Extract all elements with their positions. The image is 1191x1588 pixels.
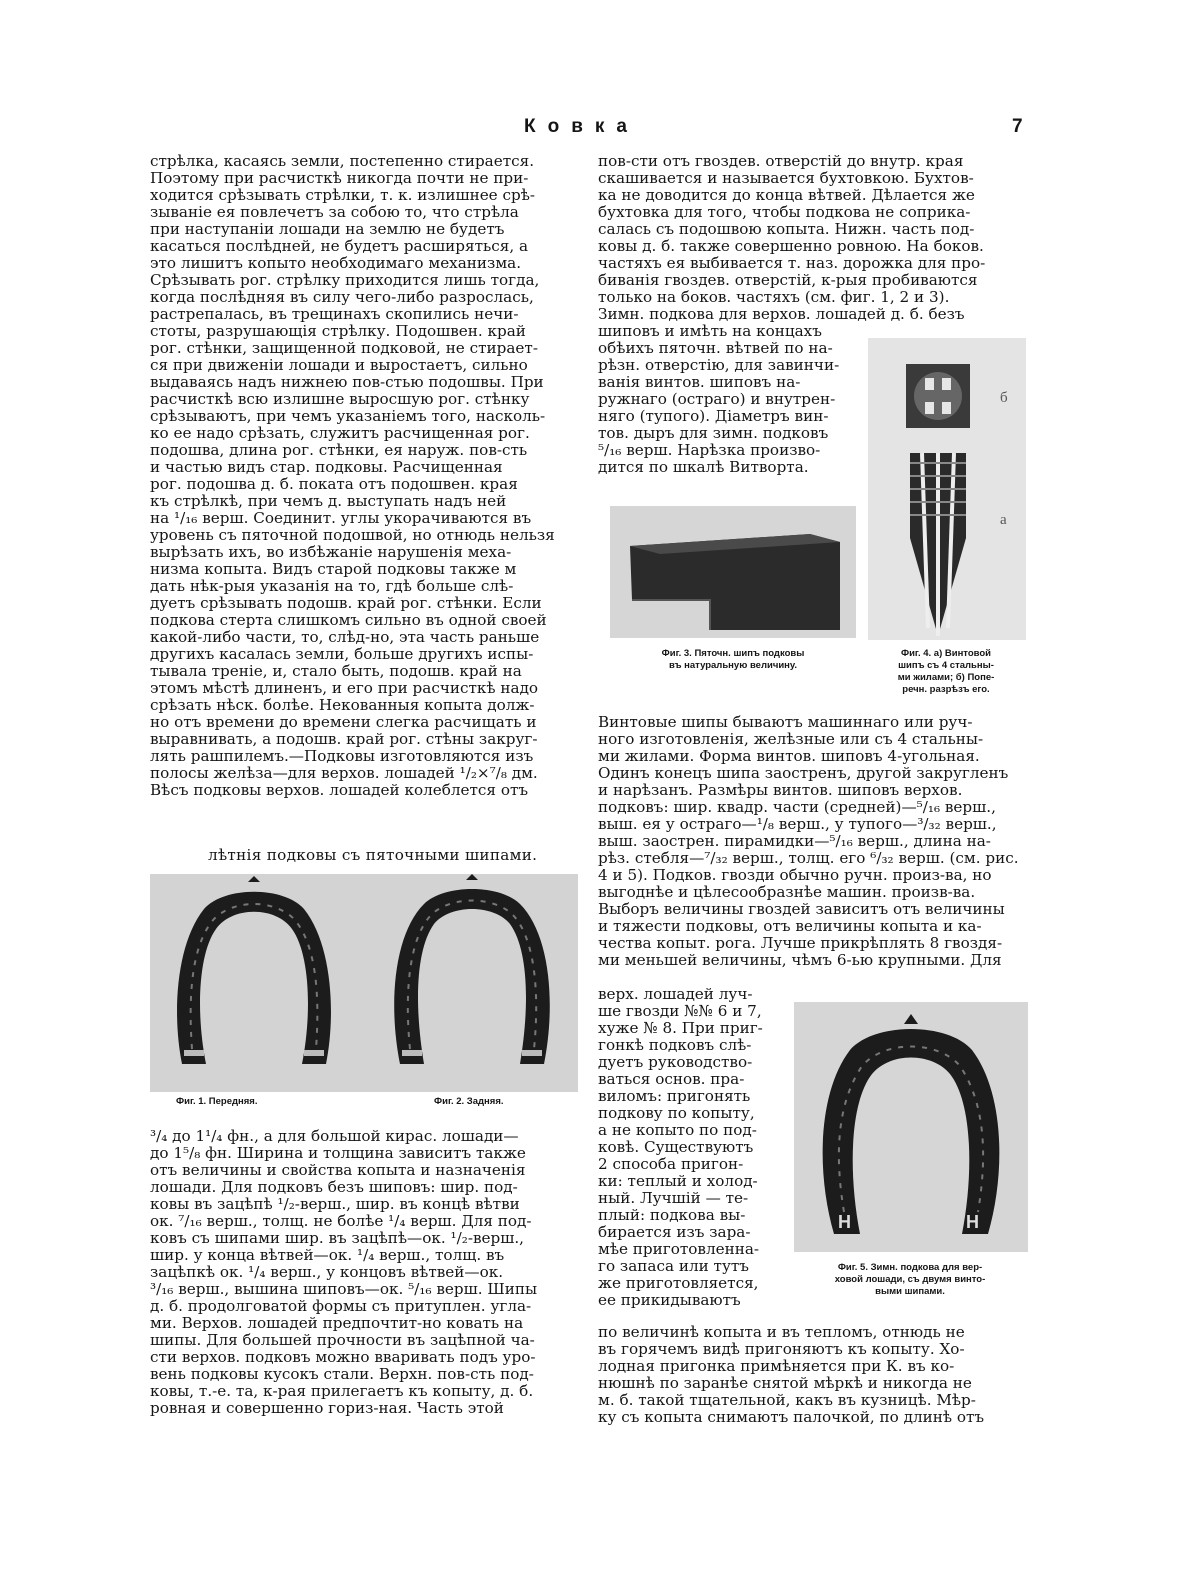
text-line: чества копыт. рога. Лучше прикрѣплять 8 гвоздя- [598,935,1003,952]
text-line: Винтовые шипы бываютъ машиннаго или руч- [598,714,973,731]
left-column-top-text [150,153,578,799]
text-line: дуетъ руководство- [598,1054,753,1071]
text-line: но отъ времени до времени слегка расчищать и [150,714,537,731]
text-line: сти верхов. подковъ можно вваривать подъ уро- [150,1349,536,1366]
front-horseshoe [177,876,331,1064]
text-line: подковъ: шир. квадр. части (средней)—⁵/₁₆ верш., [598,799,996,816]
figure-3-heel-stud [610,506,856,638]
text-line: шир. у конца вѣтвей—ок. ¹/₄ верш., толщ. въ [150,1247,505,1264]
page-number: 7 [1012,116,1023,137]
text-line: рѣзн. отверстію, для завинчи- [598,357,840,374]
text-line: ку съ копыта снимаютъ палочкой, по длинѣ отъ [598,1409,985,1426]
caption-line: въ натуральную величину. [668,660,798,671]
text-line: ваться основ. пра- [598,1071,745,1088]
text-line: выдаваясь надъ нижнею пов-стью подошвы. При [150,374,544,391]
text-line: обѣихъ пяточн. вѣтвей по на- [598,340,833,357]
text-line: растрепалась, въ трещинахъ скопились нечи- [150,306,519,323]
text-line: ванія винтов. шиповъ на- [598,374,801,391]
text-line: низма копыта. Видъ старой подковы также м [150,561,517,578]
text-line: при наступаніи лошади на землю не будетъ [150,221,505,238]
text-line: бирается изъ зара- [598,1224,751,1241]
caption-line: ховой лошади, съ двумя винто- [834,1274,986,1285]
right-screw-stud-mark: H [966,1212,979,1232]
text-line: расчисткѣ всю излишне выросшую рог. стѣнку [150,391,530,408]
text-line: къ стрѣлкѣ, при чемъ д. выступать надъ ней [150,493,507,510]
figure-5-winter-horseshoe [794,1002,1028,1252]
text-line: ³/₁₆ верш., вышина шиповъ—ок. ⁵/₁₆ верш. Шипы [150,1281,538,1298]
text-line: ка не доводится до конца вѣтвей. Дѣлается же [598,187,975,204]
text-line: няго (тупого). Діаметръ вин- [598,408,829,425]
figure-3-caption [610,648,856,672]
text-line: Выборъ величины гвоздей зависитъ отъ величины [598,901,1005,918]
text-line: же приготовляется, [598,1275,759,1292]
text-line: по величинѣ копыта и въ тепломъ, отнюдь не [598,1324,965,1341]
text-line: дать нѣк-рыя указанія на то, гдѣ больше слѣ- [150,578,514,595]
text-line: выравнивать, а подошв. край рог. стѣны закруг- [150,731,538,748]
caption-line: речн. разрѣзъ его. [902,684,990,695]
text-line: выш. заострен. пирамидки—⁵/₁₆ верш., длина на- [598,833,991,850]
text-line: пов-сти отъ гвоздев. отверстій до внутр. края [598,153,964,170]
text-line: бухтовка для того, чтобы подкова не соприка- [598,204,971,221]
text-line: уровень съ пяточной подошвой, но отнюдь нельзя [150,527,555,544]
text-line: мѣе приготовленна- [598,1241,760,1258]
text-line: рог. стѣнки, защищенной подковой, не стирает- [150,340,538,357]
text-line: биванія гвоздев. отверстій, к-рыя пробиваются [598,272,978,289]
text-line: тывала треніе, и, стало быть, подошв. край на [150,663,522,680]
caption-line: Фиг. 4. а) Винтовой [900,648,991,659]
text-line: другихъ касалась земли, больше другихъ испы- [150,646,534,663]
right-column-narrow-text [598,323,856,476]
text-line: ружнаго (остраго) и внутрен- [598,391,836,408]
figure-4-caption [862,648,1030,696]
text-line: ко ее надо срѣзать, служитъ расчищенная рог. [150,425,530,442]
text-line: шиповъ и имѣть на концахъ [598,323,822,340]
text-line: срѣзываютъ, при чемъ указаніемъ того, насколь- [150,408,546,425]
text-line: ный. Лучшій — те- [598,1190,749,1207]
figure-group-heading: лѣтнія подковы съ пяточными шипами. [208,846,538,864]
text-line: когда послѣдняя въ силу чего-либо разрослась, [150,289,534,306]
text-line: лодная пригонка примѣняется при К. въ ко- [598,1358,955,1375]
caption-line: Фиг. 3. Пяточн. шипъ подковы [661,648,805,659]
figure-5-caption [790,1262,1030,1298]
figure-2-caption: Фиг. 2. Задняя. [434,1096,504,1107]
text-line: ся при движеніи лошади и выростаетъ, сильно [150,357,528,374]
text-line: рог. подошва д. б. поката отъ подошвен. края [150,476,518,493]
text-line: до 1⁵/₈ фн. Ширина и толщина зависитъ также [150,1145,526,1162]
text-line: Зимн. подкова для верхов. лошадей д. б. безъ [598,306,965,323]
text-line: ³/₄ до 1¹/₄ фн., а для большой кирас. лошади— [150,1128,519,1145]
figure-4-screw-stud [868,338,1026,640]
stud-cross-section [906,364,970,428]
right-column-bottom-text [598,1324,1026,1426]
text-line: ковѣ. Существуютъ [598,1139,754,1156]
text-line: 4 и 5). Подков. гвозди обычно ручн. произ-ва, но [598,867,992,884]
text-line: ми. Верхов. лошадей предпочтит-но ковать на [150,1315,524,1332]
text-line: стрѣлка, касаясь земли, постепенно стирается. [150,153,535,170]
figure-1-caption: Фиг. 1. Передняя. [176,1096,258,1107]
text-line: подкову по копыту, [598,1105,755,1122]
text-line: скашивается и называется бухтовкою. Бухтов- [598,170,974,187]
text-line: м. б. такой тщательной, какъ въ кузницѣ. Мѣр- [598,1392,976,1409]
text-line: плый: подкова вы- [598,1207,746,1224]
text-line: подошва, длина рог. стѣнки, ея наруж. пов-сть [150,442,528,459]
text-line: и тяжести подковы, отъ величины копыта и ка- [598,918,982,935]
text-line: Одинъ конецъ шипа заостренъ, другой закругленъ [598,765,1009,782]
text-line: тов. дыръ для зимн. подковъ [598,425,829,442]
text-line: лять рашпилемъ.—Подковы изготовляются изъ [150,748,534,765]
text-line: Срѣзывать рог. стрѣлку приходится лишь тогда, [150,272,540,289]
text-line: го запаса или тутъ [598,1258,749,1275]
text-line: только на боков. частяхъ (см. фиг. 1, 2 и 3). [598,289,950,306]
text-line: вырѣзать ихъ, во избѣжаніе нарушенія меха- [150,544,512,561]
page-title: Ковка [524,116,639,137]
text-line: ее прикидываютъ [598,1292,741,1309]
text-line: 2 способа пригон- [598,1156,744,1173]
text-line: Поэтому при расчисткѣ никогда почти не при- [150,170,529,187]
text-line: и частью видъ стар. подковы. Расчищенная [150,459,503,476]
text-line: хуже № 8. При приг- [598,1020,763,1037]
text-line: Вѣсъ подковы верхов. лошадей колеблется отъ [150,782,529,799]
left-screw-stud-mark: H [838,1212,851,1232]
text-line: нюшнѣ по заранѣе снятой мѣркѣ и никогда не [598,1375,972,1392]
text-line: дится по шкалѣ Витворта. [598,459,809,476]
text-line: гонкѣ подковъ слѣ- [598,1037,752,1054]
text-line: лошади. Для подковъ безъ шиповъ: шир. под- [150,1179,518,1196]
text-line: срѣзать нѣск. болѣе. Некованныя копыта долж- [150,697,535,714]
text-line: шипы. Для большей прочности въ зацѣпной ча- [150,1332,535,1349]
text-line: ного изготовленія, желѣзные или съ 4 стальны- [598,731,984,748]
caption-line: выми шипами. [875,1286,945,1297]
caption-line: ми жилами; б) Попе- [897,672,995,683]
text-line: зываніе ея повлечетъ за собою то, что стрѣла [150,204,519,221]
text-line: на ¹/₁₆ верш. Соединит. углы укорачиваются въ [150,510,532,527]
right-column-middle-text [598,714,1026,969]
text-line: ковъ съ шипами шир. въ зацѣпѣ—ок. ¹/₂-верш., [150,1230,524,1247]
text-line: какой-либо части, то, слѣд-но, эта часть раньше [150,629,540,646]
text-line: ок. ⁷/₁₆ верш., толщ. не болѣе ¹/₄ верш. Для под- [150,1213,532,1230]
text-line: вень подковы кусокъ стали. Верхн. пов-сть под- [150,1366,534,1383]
text-line: ми меньшей величины, чѣмъ 6-ью крупными. Для [598,952,1002,969]
figure-4-label-a: а [1000,512,1007,528]
text-line: верх. лошадей луч- [598,986,753,1003]
stud-side-view [910,453,966,636]
text-line: ковы въ зацѣпѣ ¹/₂-верш., шир. въ концѣ вѣтви [150,1196,520,1213]
right-column-top-text [598,153,1026,323]
figure-1-2-horseshoes [150,874,578,1092]
text-line: ходится срѣзывать стрѣлки, т. к. излишнее срѣ- [150,187,536,204]
text-line: виломъ: пригонять [598,1088,751,1105]
text-line: ⁵/₁₆ верш. Нарѣзка произво- [598,442,821,459]
text-line: салась съ подошвою копыта. Нижн. часть под- [598,221,975,238]
text-line: выгоднѣе и цѣлесообразнѣе машин. произв-ва. [598,884,976,901]
text-line: ми жилами. Форма винтов. шиповъ 4-угольная. [598,748,980,765]
text-line: зацѣпкѣ ок. ¹/₄ верш., у концовъ вѣтвей—ок. [150,1264,504,1281]
text-line: въ горячемъ видѣ пригоняютъ къ копыту. Хо- [598,1341,965,1358]
figure-4-label-b: б [1000,390,1008,406]
text-line: ковы, т.-е. та, к-рая прилегаетъ къ копыту, д. б. [150,1383,534,1400]
text-line: касаться послѣдней, не будетъ расширяться, а [150,238,529,255]
right-column-narrow-text-2 [598,986,794,1309]
text-line: а не копыто по под- [598,1122,757,1139]
text-line: рѣз. стебля—⁷/₃₂ верш., толщ. его ⁶/₃₂ верш. (см. рис. [598,850,1019,867]
text-line: этомъ мѣстѣ длиненъ, и его при расчисткѣ надо [150,680,539,697]
text-line: ше гвозди №№ 6 и 7, [598,1003,762,1020]
text-line: ровная и совершенно гориз-ная. Часть этой [150,1400,504,1417]
horseshoe-illustration [150,874,578,1092]
text-line: отъ величины и свойства копыта и назначенія [150,1162,526,1179]
text-line: стоты, разрушающія стрѣлку. Подошвен. край [150,323,526,340]
text-line: ковы д. б. также совершенно ровною. На боков. [598,238,984,255]
text-line: и нарѣзанъ. Размѣры винтов. шиповъ верхов. [598,782,963,799]
left-column-bottom-text [150,1128,578,1417]
hind-horseshoe [394,874,550,1064]
text-line: полосы желѣза—для верхов. лошадей ¹/₂×⁷/₈ дм. [150,765,538,782]
text-line: д. б. продолговатой формы съ притуплен. угла- [150,1298,532,1315]
text-line: ки: теплый и холод- [598,1173,758,1190]
text-line: дуетъ срѣзывать подошв. край рог. стѣнки. Если [150,595,542,612]
text-line: выш. ея у остраго—¹/₈ верш., у тупого—³/₃₂ верш., [598,816,997,833]
text-line: подкова стерта слишкомъ сильно въ одной своей [150,612,547,629]
caption-line: Фиг. 5. Зимн. подкова для вер- [837,1262,983,1273]
caption-line: шипъ съ 4 стальны- [898,660,994,671]
text-line: это лишитъ копыто необходимаго механизма. [150,255,522,272]
text-line: частяхъ ея выбивается т. наз. дорожка для про- [598,255,986,272]
